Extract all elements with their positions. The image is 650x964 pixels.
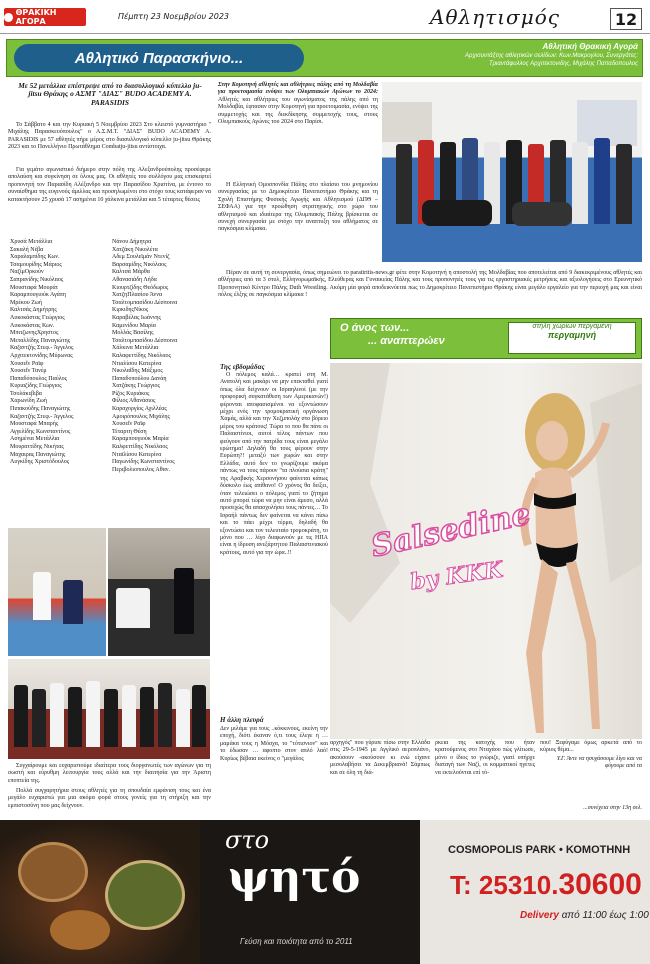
medal-list-item: Παπαδόπουλος Παύλος <box>10 375 67 382</box>
banner-title: Αθλητικό Παρασκήνιο... <box>14 44 304 72</box>
ad-delivery-label: Delivery <box>520 910 559 921</box>
column-text: Ο πόλεμος καλά… κρατεί στη Μ. Ανατολή και μακάρι να μην επεκταθεί γιατί όπως όλα δείχνουν οι Ισραηλινοί (με την προφορική συγκατάθεση των Αμερικανών!) φέρονται αποφασισμένοι να εξοντώσουν μέχρι ενός την τρομοκρατική οργάνωση Χαμάς, αλλά και την Χεζμπολάχ στο βόρειο μέρος του κράτους! Τώρα το που θα πάνε οι Παλαιστίνιοι, αυτοί τέλος πάντων που φεύγουν από την πατρίδα τους είναι μεγάλο ερώτημα! Δηλαδή θα τους φέρουν στην Ευρώπη?! μεταξύ των χωρών και στην Ελλάδα, αυτό δεν το γνωρίζουμε ακόμα πάντως να τους πάρουν "τα πλούσια κράτη" της Αραβικής Χερσονήσου φαίνεται κάπως δύσκολο έως απίθανο! Ο χρόνος θα δείξει, όταν τελειώσει ο πόλεμος γιατί το ζήτημα αυτό μπορεί τώρα να μην είναι άμεσο, αλλά προσεχώς θα απασχολήσει τους πάντες… Το Ισραήλ πάντως δεν φαίνεται να κάνει πίσω και το πάει μέχρι τέρμα, δηλαδή θα εξοντώσει και τον τελευταίο τρομοκράτη, το μόνο που … λίγο διαφωνούν με τις ΗΠΑ είναι η ίδρυση ανεξάρτητου Παλαιστινιακού κράτους, αυτό για την ώρα..!! <box>220 372 328 556</box>
medal-list-item: Αρχιτεκτονίδης Μύρωνας <box>10 352 73 359</box>
newspaper-logo[interactable] <box>4 8 86 26</box>
ad-delivery <box>520 910 649 921</box>
medal-list-item: Χρυσά Μετάλλια <box>10 239 53 245</box>
medal-list-item: Μουσταφά Μπαρής <box>10 421 59 428</box>
medal-list-item: Αθανασιάδη Λήδα <box>112 276 157 283</box>
medal-list-item: Φίλιος Αθανάσιος <box>112 398 156 405</box>
medal-list-item: Καλτσάς Δημήτρης <box>10 307 57 314</box>
medal-list-item: Παπαδοπούλου Δανάη <box>112 375 167 382</box>
medal-list-col1 <box>10 239 110 467</box>
medal-list-item: Χουσεΐν Τανέμ <box>10 368 47 375</box>
medal-list-item: Καμενίδου Μαρία <box>112 322 156 329</box>
article1-headline: Με 52 μετάλλια επέστρεψε από το διασυλλογικό κύπελλο ju-jitsu Θράκης ο ΑΣΜΤ "ΔΙΑΣ" BUDO ACADEMY A. PARASIDIS <box>18 81 202 107</box>
section-title: Αθλητισμός <box>430 5 560 29</box>
medal-list-item: Καλτσά Μάρθα <box>112 269 150 276</box>
ad-tagline: Γεύση και ποιότητα από το 2011 <box>240 937 353 946</box>
ad-phone[interactable] <box>450 868 642 902</box>
ad-psito: ψητό <box>228 852 361 903</box>
medal-list-item: Καζαντζής Στεφ.- Άγγελος <box>10 413 74 420</box>
medal-list-item: Χατζάκη Νικολέτα <box>112 246 158 253</box>
issue-date: Πέμπτη 23 Νοεμβρίου 2023 <box>118 12 230 21</box>
jujitsu-photo-1 <box>8 528 106 656</box>
medal-list-item: Μουραττίδης Νικήτας <box>10 444 64 451</box>
medal-list-item: Καραχοργίος Αχιλλέας <box>112 406 167 413</box>
medal-list-item: ΜπιτζωνηςΧρηστος <box>10 330 59 337</box>
page-number: 12 <box>610 8 642 30</box>
article1-p2: Για γεμάτο αγωνιστικό διήμερο στην πόλη της Αλεξανδρούπολης προσέφερε απολαύση και συγκίνηση σε όλους μας. Οι αθλητές του συλλόγου μας επισκεφτεί προπονητή τον Παρασίδη Αλέξανδρο και την Παρασίδου Χριστίνα, με έντονο το συναίσθημα της ευγενούς άμιλλας και προσηλωμένοι στο στόχο τους κατάφεραν να κατακτήσουν 25 χρυσά 17 ασημένια 10 χάλκινα μετάλλια και 5 τέταρτες θέσεις <box>8 167 211 203</box>
medal-list-item: ΝαζίμΟρκούν <box>10 269 44 276</box>
promo-quote-1: Ο άνος των... <box>340 322 410 334</box>
medal-list-item: Αγγελίδης Κωνσταντίνος <box>10 428 71 435</box>
medal-list-item: Σακαλή Νέβα <box>10 246 44 253</box>
medal-list-item: Χουσεΐν Ραϊφ <box>112 421 146 428</box>
pergamini-logo[interactable] <box>508 322 636 354</box>
logo-text: ΘΡΑΚΙΚΗ ΑΓΟΡΑ <box>15 8 57 26</box>
article2-intro <box>218 82 378 126</box>
medal-list-item: Χατζάκης Γεώργιος <box>112 383 160 390</box>
column-bottom-1: Δεν μιλάμε για τους ..κόκκινους, εκείνη την εποχή, διότι έκαναν ό,τι τους έλεγε η … μαμάκα τους η Μόσχα, το "τότισνιον" και το έδωσαν … αφοπτο στον απλό λαό! Κυρίως βέβαια εκείνος ο "μεγάλος <box>220 726 328 762</box>
salsedine-by: by KKK <box>408 556 505 596</box>
medal-list-item: Λυκοκάστας Κων. <box>10 322 55 329</box>
medal-list-item: Μολλάς Βασίλης <box>112 330 154 337</box>
column-bottom-4: που! Ξεφύγαμε όμως αρκετά από το κύριος θέμα... <box>540 740 642 754</box>
jujitsu-team-photo <box>8 659 210 759</box>
medal-list-item: Χαρωνίδη Ζωή <box>10 398 47 405</box>
medal-list-item: Ασημένια Μετάλλια <box>10 436 60 443</box>
medal-list-item: Ντιαλίσου Κατερίνα <box>112 360 162 367</box>
article2-body1: Αθλητές και αθλήτριες του αγωνίσματος της πάλης από τη Μολδαβία, έφτασαν στην Κομοτηνή για προετοιμασία, ενόψει της συμμετοχής και της διεκδίκησης συμμετοχής τους, στους Ολυμπιακούς Αγώνες του 2024 στο Παρίσι. <box>218 96 378 126</box>
medal-list-item: Καλαφεττίδης Νικόλαος <box>112 352 171 359</box>
pergamini-small: στήλη χωρίων περγαμένη <box>532 323 612 330</box>
article2-body2: Η Ελληνική Ομοσπονδία Πάλης στο πλαίσιο του μνημονίου συνεργασίας με το Δημοκρίτειο Πανεπιστήμιο Θράκης και τη Σχολή Επιστήμης Φυσικής Αγωγής και Αθλητισμού (ΔΠΘ – ΣΕΦΑΑ) για την προώθηση στρατηγικής στο χώρο του αθλητισμού και ιδιαίτερα της Ολυμπιακής Πάλης βρίσκεται σε συνεχή συνεργασία με στόχο την αναπτυξη του αθλήματος σε παγκόσμια κλίμακα. <box>218 182 378 233</box>
medal-list-item: Τσολάκεβιβα <box>10 390 42 397</box>
medal-list-item: Χουσεΐν Ραϊφ <box>10 360 44 367</box>
promo-quote-2: ... αναπτερώεν <box>368 335 445 347</box>
medal-list-item: Περιβολιοπουλος Αθαν. <box>112 466 170 473</box>
medal-list-item: Κιουρτζίδης Θεόδωρος <box>112 284 169 291</box>
article2-headline: Στην Κομοτηνή αθλητές και αθλήτριες πάλης από τη Μολδαβία για προετοιμασία ενόψει των Ολυμπιακών Αγώνων το 2024: <box>218 82 378 96</box>
ad-delivery-hours: από 11:00 έως 1:00 <box>561 910 649 921</box>
medal-list-item: Μουσταφά Μουράτ <box>10 284 59 291</box>
medal-list-item: Καραμπουγιούκ Αγάπη <box>10 292 66 299</box>
medal-list-item: Πιπακούδης Παναγιώτης <box>10 406 71 413</box>
medal-list-item: Λυγκίδης Χριστόδουλος <box>10 459 70 466</box>
medal-list-item: ΚιρκιδηςΝίκος <box>112 307 149 314</box>
medal-list-item: Μεταλλίδης Παναγιώτης <box>10 337 71 344</box>
article2-body3: Πέραν σε αυτή τη συνεργασία, όπως σημειώνει το paratiritis-news.gr φέτε στην Κομοτηνή η αποστολή της Μολδαβίας που αποτελείται από 9 διακεκριμένους αθλητές και αθλήτριες από τα 3 στυλ, Ελληνορωμαϊκής, Ελεύθερας και Γυναικείας Πάλης και τους προπονητές τους για τις εργαστηριακές μετρήσεις και αξιολογήσεις στο Ερευνητικό Προπονητικό Κέντρο Πάλης Duth Wrestling. Ακόμη μία φορά αποδεικνύεται πως το Δημοκρίτειο Πανεπιστήμιο Θράκης είναι μεγάλο εργαλείο για την περιοχή μας και είναι πόλος έλξης σε παγκόσμια κλίμακα ! <box>218 270 642 299</box>
ad-location: COSMOPOLIS PARK • ΚΟΜΟΤΗΝΗ <box>448 844 631 856</box>
wrestling-team-photo <box>382 82 642 262</box>
medal-list-item: Λυκοκάστας Γεώργιος <box>10 314 65 321</box>
salsedine-brand: Salsedine <box>368 496 534 565</box>
ad-food-photo <box>0 820 200 964</box>
column-bottom-3: ρκεια της κατοχής που ήταν κρατούμενος στο Νταχάου πώς γλίτωσε, μόνο ο ίδιος το γνώριζε, γιατί υπήρχε διαταγή των Ναζί, οι κομματικοί ηγέτες να εκτελούνται επί τό- <box>435 740 535 776</box>
medal-list-item: Αδεμ Σουλεϊμάν Ντενίζ <box>112 254 170 261</box>
medal-list-item: Βαρσαμίδης Νικόλαος <box>112 261 167 268</box>
banner-editors-1: Αρχισυντάξτης αθλητικών σελίδων: Κων.Μακρογλου, Συνεργάτες: <box>465 53 638 59</box>
medal-list-item: Τσαλτομπασίδου Δέσποινα <box>112 337 178 344</box>
ad-sto: στο <box>225 826 270 854</box>
medal-list-item: Νικολαΐδης Μάξιμος <box>112 368 163 375</box>
medal-list-item: Καλφεττίδης Νικόλαος <box>112 444 168 451</box>
medal-list-item: Νάνου Δήμητρα <box>112 239 152 245</box>
article1-p3: Συγχαίρουμε και ευχαριστούμε ιδιαίτερα τους διοργανωτές των αγώνων για τη σωστή και εύρυθμη λειτουργία τους αλλά και την διαιτησία για την Άριστη εποπτεία της. <box>8 763 211 784</box>
medal-list-item: Καραμπουγιούκ Μαρία <box>112 436 169 443</box>
column-bottom-2: αρχηγός" που γύρισε πίσω στην Ελλάδα στις 29-5-1945 με Αγγλικό αεροπλάνο, ακούσουν -ακούσουν κι ενώ είχανε μεσολαβήσει τα Δεκεμβριανά! Σάμπως και σε όλη τη διά- <box>330 740 430 776</box>
continued-note: ...συνέχεια στην 13η σελ. <box>583 805 642 811</box>
article1-p4: Πολλά συγχαρητήρια στους αθλητές για τη σπουδαία εμφάνιση τους και ένα μεγάλο ευχαριστώ για μια ακόμα φορά στους γονείς για τη στήριξη και την εμπιστοσύνη που μας δείχνουν. <box>8 788 211 809</box>
swimwear-photo <box>330 363 642 739</box>
medal-list-item: Αμοιρόπουλος Μιχάλης <box>112 413 170 420</box>
medal-list-item: Χάλκινα Μετάλλια <box>112 345 159 352</box>
jujitsu-photo-2 <box>108 528 210 656</box>
medal-list-item: Τσαλτομπασίδου Δέσποινα <box>112 299 178 306</box>
medal-list-item: Ρίζος Κυριάκος <box>112 390 150 397</box>
article1-p1: Το Σάββατο 4 και την Κυριακή 5 Νοεμβρίου 2023 Στο κλειστό γυμναστήριο " Μιχάλης Παρασκευόπουλος" ο Α.Σ.Μ.Τ. "ΔΙΑΣ" BUDO ACADEMY A. PARASIDIS με 57 αθλητές πήρε μέρος στο διασυλλογικό κύπελλο ju-jitsu Θράκης 2023 και το Πανελλήνιο Πρωτάθλημα Combatju-jitsu αντίστοιχα. <box>8 122 211 151</box>
medal-list-col2 <box>112 239 212 474</box>
ad-phone-number: 30600 <box>558 868 642 901</box>
medal-list-item: Νταϊλίσου Κατερίνα <box>112 451 162 458</box>
ad-phone-prefix: Τ: 25310. <box>450 870 559 900</box>
medal-list-item: Μαχαιρας Παναγιώτης <box>10 451 66 458</box>
column-subhead: Η άλλη πλευρά <box>220 716 264 724</box>
column-signature: Υ.Γ. Άντε να ησυχάσουμε λίγο και να φύγουμε από τα <box>556 756 642 770</box>
medal-list-item: Παγωνίδης Κωνσταντίνος <box>112 459 175 466</box>
banner-credits <box>370 42 638 68</box>
medal-list-item: ΧατζηΠλασίου Άννα <box>112 292 163 299</box>
column-heading: Της εβδομάδας <box>220 363 265 371</box>
medal-list-item: Μρέκου Ζωή <box>10 299 42 306</box>
medal-list-item: Τσαμουρίδης Μάριος <box>10 261 62 268</box>
banner-paper: Αθλητική Θρακική Αγορά <box>542 42 638 51</box>
promo-quote <box>340 322 445 348</box>
banner-editors-2: Τριαντάφυλλος Αρχιτεκτονιδης, Μιχάλης Παπαδοπουλος <box>488 61 638 67</box>
logo-emblem-icon <box>4 13 13 22</box>
pergamini-name: περγαμηνή <box>547 330 597 340</box>
medal-list-item: Χαραλαμπίδης Κων. <box>10 254 60 261</box>
medal-list-item: Καζαντζής Στεφ.- Άγγελος <box>10 345 74 352</box>
medal-list-item: Σαπρανίδης Νικόλαος <box>10 276 64 283</box>
medal-list-item: Κυριαζίδης Γεώργιος <box>10 383 62 390</box>
medal-list-item: Τέταρτη Θέση <box>112 428 147 435</box>
medal-list-item: Καραβέλας Ιωάννης <box>112 314 161 321</box>
